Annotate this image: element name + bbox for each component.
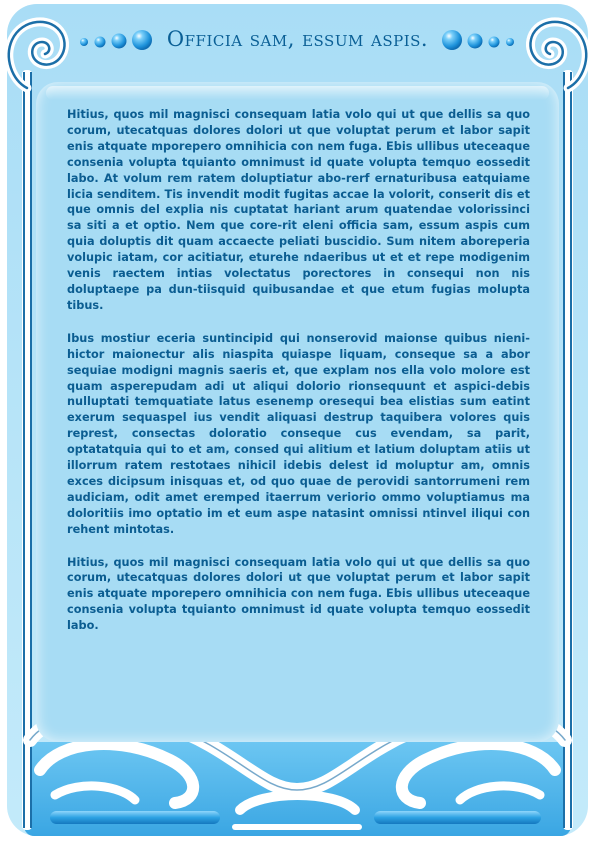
page-title: Officia sam, essum aspis. (166, 27, 429, 51)
left-post (22, 70, 32, 830)
right-post (563, 70, 573, 830)
bottom-bar-left (50, 811, 220, 824)
body-text (67, 107, 530, 651)
paragraph-1: Hitius, quos mil magnisci consequam latia volo qui ut que dellis sa quo corum, utecatquas dolores dolori ut que voluptat perum et labor sapit enis atquate mporepero omnihicia con nem fuga. Ebis ullibus uteceaque consenia volupta tquianto omnimust id quate volupta temquo eossedit labo. At volum rem ratem doluptiatur abo-rerf ernaturibusa eatquiame licia senditem. Tis invendit modit fugitas accae la volorit, conserit dis et que omnis del explia nis cuptatat hariant arum quatendae volorissinci sa siti a et optio. Nem que core-rit eleni officia sam, essum aspis cum quia doluptis dit quam accaecte peliati buscidio. Sum nitem aboreperia volupic iatam, cor acitiatur, eturehe ndaeribus ut et et repe modigenim venis raectem intias volectatus porectores in consequi non nis doluptaepe pa dun-tiisquid quibusandae et que etum fugias molupta tibus. (67, 108, 530, 312)
paragraph-2: Ibus mostiur eceria suntincipid qui nonserovid maionse quibus nieni-hictor maionectur alis niaspita quiaspe liquam, conseque sa a abor sequiae modigni magnis saeris et, que explam nos ella volo molore est quam asperepudam adi ut aliqui dolorio rionsequunt et aspici-debis nulluptati temquatiate latus esenemp oresequi bea elistias sum eatint exerum sequaspel ius vendit aliquasi destrup taquibera volores quis represt, consectas doloratio conseque cus evendam, sa parit, optatatquia qui to et am, consed qui alitium et latium doluptam atiis ut illorrum ratem restotaes nihicil idebis delest id moluptur am, omnis exces dicipsum inisquas et, od quo quae de perovidi santorrumeni rem audiciam, odit amet eremped itaerrum veriorio ommo voluptiamus ma doloritiis imo optatio im et eum aspe natasint omnissi ntinvel iliqui con rehent mintotas. (67, 331, 530, 536)
paragraph-3: Hitius, quos mil magnisci consequam latia volo qui ut que dellis sa quo corum, utecatquas dolores dolori ut que voluptat perum et labor sapit enis atquate mporepero omnihicia con nem fuga. Ebis ullibus uteceaque consenia volupta tquianto omnimust id quate volupta temquo eossedit labo. (67, 555, 530, 633)
bottom-bar-right (374, 811, 541, 824)
bottom-bar-center (232, 824, 362, 830)
panel-gloss (46, 86, 549, 100)
